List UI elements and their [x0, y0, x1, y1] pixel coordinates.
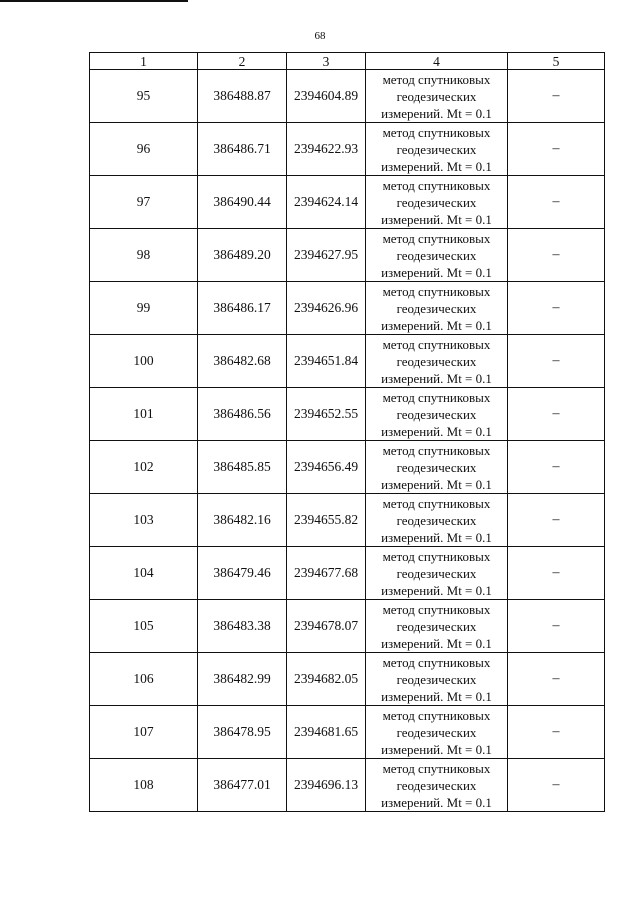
column-header-2: 2: [198, 53, 287, 70]
method-cell: метод спутниковых геодезических измерений. Mt = 0.1: [366, 653, 508, 706]
point-number-cell: 102: [90, 441, 198, 494]
point-number-cell: 100: [90, 335, 198, 388]
method-cell: метод спутниковых геодезических измерений. Mt = 0.1: [366, 547, 508, 600]
top-rule: [0, 0, 188, 2]
table-row: [90, 441, 605, 494]
x-coordinate-cell: 386482.68: [198, 335, 287, 388]
table-row: [90, 282, 605, 335]
page-number: 68: [314, 30, 326, 42]
table-row: [90, 70, 605, 123]
y-coordinate-cell: 2394651.84: [287, 335, 366, 388]
note-cell: –: [508, 653, 605, 706]
method-cell: метод спутниковых геодезических измерений. Mt = 0.1: [366, 706, 508, 759]
note-cell: –: [508, 123, 605, 176]
y-coordinate-cell: 2394681.65: [287, 706, 366, 759]
y-coordinate-cell: 2394656.49: [287, 441, 366, 494]
column-header-1: 1: [90, 53, 198, 70]
y-coordinate-cell: 2394604.89: [287, 70, 366, 123]
note-cell: –: [508, 388, 605, 441]
table-row: [90, 759, 605, 812]
y-coordinate-cell: 2394682.05: [287, 653, 366, 706]
y-coordinate-cell: 2394677.68: [287, 547, 366, 600]
y-coordinate-cell: 2394652.55: [287, 388, 366, 441]
y-coordinate-cell: 2394655.82: [287, 494, 366, 547]
table-row: [90, 494, 605, 547]
note-cell: –: [508, 70, 605, 123]
point-number-cell: 95: [90, 70, 198, 123]
point-number-cell: 99: [90, 282, 198, 335]
table-body: [90, 70, 605, 812]
note-cell: –: [508, 282, 605, 335]
point-number-cell: 106: [90, 653, 198, 706]
table-header-row: [90, 53, 605, 70]
point-number-cell: 103: [90, 494, 198, 547]
point-number-cell: 98: [90, 229, 198, 282]
column-header-3: 3: [287, 53, 366, 70]
method-cell: метод спутниковых геодезических измерений. Mt = 0.1: [366, 282, 508, 335]
method-cell: метод спутниковых геодезических измерений. Mt = 0.1: [366, 70, 508, 123]
point-number-cell: 105: [90, 600, 198, 653]
x-coordinate-cell: 386479.46: [198, 547, 287, 600]
point-number-cell: 96: [90, 123, 198, 176]
x-coordinate-cell: 386482.99: [198, 653, 287, 706]
table-row: [90, 653, 605, 706]
note-cell: –: [508, 176, 605, 229]
point-number-cell: 104: [90, 547, 198, 600]
point-number-cell: 97: [90, 176, 198, 229]
method-cell: метод спутниковых геодезических измерений. Mt = 0.1: [366, 176, 508, 229]
method-cell: метод спутниковых геодезических измерений. Mt = 0.1: [366, 335, 508, 388]
method-cell: метод спутниковых геодезических измерений. Mt = 0.1: [366, 123, 508, 176]
y-coordinate-cell: 2394678.07: [287, 600, 366, 653]
table-row: [90, 388, 605, 441]
table-row: [90, 706, 605, 759]
note-cell: –: [508, 494, 605, 547]
x-coordinate-cell: 386488.87: [198, 70, 287, 123]
method-cell: метод спутниковых геодезических измерений. Mt = 0.1: [366, 388, 508, 441]
table-row: [90, 123, 605, 176]
x-coordinate-cell: 386486.56: [198, 388, 287, 441]
y-coordinate-cell: 2394626.96: [287, 282, 366, 335]
y-coordinate-cell: 2394624.14: [287, 176, 366, 229]
y-coordinate-cell: 2394627.95: [287, 229, 366, 282]
x-coordinate-cell: 386482.16: [198, 494, 287, 547]
column-header-4: 4: [366, 53, 508, 70]
note-cell: –: [508, 547, 605, 600]
x-coordinate-cell: 386483.38: [198, 600, 287, 653]
x-coordinate-cell: 386477.01: [198, 759, 287, 812]
note-cell: –: [508, 441, 605, 494]
method-cell: метод спутниковых геодезических измерений. Mt = 0.1: [366, 600, 508, 653]
note-cell: –: [508, 229, 605, 282]
table-row: [90, 335, 605, 388]
table-row: [90, 176, 605, 229]
point-number-cell: 101: [90, 388, 198, 441]
method-cell: метод спутниковых геодезических измерений. Mt = 0.1: [366, 229, 508, 282]
note-cell: –: [508, 335, 605, 388]
method-cell: метод спутниковых геодезических измерений. Mt = 0.1: [366, 441, 508, 494]
point-number-cell: 107: [90, 706, 198, 759]
x-coordinate-cell: 386490.44: [198, 176, 287, 229]
table-row: [90, 229, 605, 282]
y-coordinate-cell: 2394696.13: [287, 759, 366, 812]
table-row: [90, 600, 605, 653]
coordinates-table: [89, 52, 605, 812]
point-number-cell: 108: [90, 759, 198, 812]
x-coordinate-cell: 386486.17: [198, 282, 287, 335]
table-row: [90, 547, 605, 600]
method-cell: метод спутниковых геодезических измерений. Mt = 0.1: [366, 494, 508, 547]
column-header-5: 5: [508, 53, 605, 70]
y-coordinate-cell: 2394622.93: [287, 123, 366, 176]
note-cell: –: [508, 600, 605, 653]
x-coordinate-cell: 386489.20: [198, 229, 287, 282]
x-coordinate-cell: 386486.71: [198, 123, 287, 176]
note-cell: –: [508, 706, 605, 759]
method-cell: метод спутниковых геодезических измерений. Mt = 0.1: [366, 759, 508, 812]
x-coordinate-cell: 386478.95: [198, 706, 287, 759]
note-cell: –: [508, 759, 605, 812]
x-coordinate-cell: 386485.85: [198, 441, 287, 494]
